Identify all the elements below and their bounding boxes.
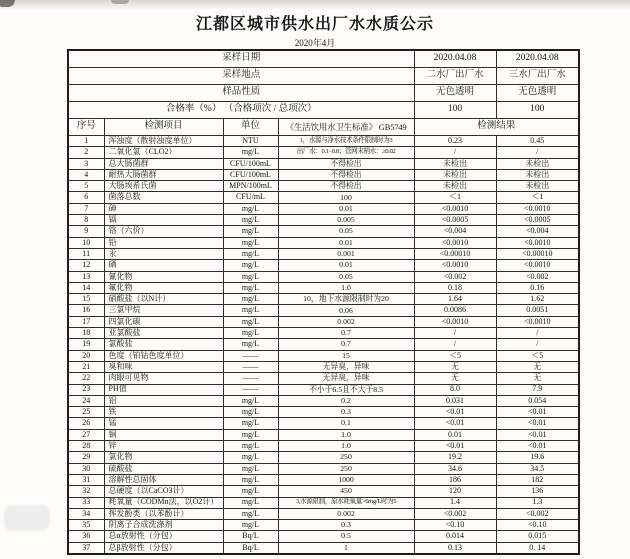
cell-result-2: /	[496, 339, 579, 350]
cell-item: 臭和味	[104, 361, 223, 372]
cell-no: 20	[68, 350, 104, 361]
cell-unit: mg/L	[223, 237, 278, 248]
cell-result-1: 未检出	[414, 158, 496, 169]
table-row	[68, 215, 579, 226]
cell-unit: mg/L	[223, 429, 278, 440]
cell-no: 14	[68, 282, 104, 293]
cell-result-1: 0.01	[414, 429, 496, 440]
cell-result-1: 0.014	[414, 531, 496, 542]
cell-standard: 0.01	[278, 237, 414, 248]
cell-result-1: 19.2	[414, 452, 496, 463]
cell-result-2: <0.004	[496, 226, 579, 237]
scan-artifact-top	[0, 0, 630, 10]
cell-standard: 0.05	[278, 271, 414, 282]
cell-unit: ——	[223, 373, 278, 384]
cell-unit: CFU/100mL	[223, 158, 278, 169]
cell-result-1: 无	[414, 373, 496, 384]
cell-no: 32	[68, 486, 104, 497]
cell-no: 15	[68, 294, 104, 305]
cell-standard: 1000	[278, 474, 414, 485]
cell-result-2: /	[496, 328, 579, 339]
table-row	[68, 136, 579, 147]
cell-standard: 3,水源限制，原水耗氧量>6mg/L时为5	[278, 497, 414, 508]
cell-result-1: ＜5	[414, 350, 496, 361]
info-label: 采样日期	[68, 50, 414, 68]
cell-result-1: 34.6	[414, 463, 496, 474]
info-section	[68, 50, 579, 119]
cell-item: 耗氧量（CODMn法，以O2计）	[104, 497, 223, 508]
cell-result-1: 0.13	[414, 542, 496, 554]
cell-result-1: 0.031	[414, 395, 496, 406]
cell-no: 17	[68, 316, 104, 327]
cell-result-1: <0.10	[414, 520, 496, 531]
info-value-1: 100	[414, 102, 496, 119]
cell-no: 19	[68, 339, 104, 350]
table-row	[68, 429, 579, 440]
cell-item: 总β放射性（分包）	[104, 542, 223, 554]
cell-item: 色度（铂钴色度单位）	[104, 350, 223, 361]
cell-item: 浑浊度（散射浊度单位）	[104, 136, 223, 147]
table-row	[68, 203, 579, 214]
cell-standard: 1.0	[278, 441, 414, 452]
cell-no: 11	[68, 248, 104, 259]
cell-unit: mg/L	[223, 497, 278, 508]
cell-result-1: <0.01	[414, 441, 496, 452]
cell-item: 挥发酚类（以苯酚计）	[104, 508, 223, 519]
scan-smudge	[111, 0, 129, 4]
cell-no: 23	[68, 384, 104, 395]
cell-result-1: <0.002	[414, 508, 496, 519]
cell-result-1: <0.0005	[414, 215, 496, 226]
cell-result-2: <0.01	[496, 429, 579, 440]
cell-result-1: 未检出	[414, 169, 496, 180]
cell-result-1: /	[414, 147, 496, 158]
table-row	[68, 192, 579, 203]
cell-standard: 0.05	[278, 226, 414, 237]
cell-result-1: /	[414, 339, 496, 350]
cell-result-2: 7.9	[496, 384, 579, 395]
table-row	[68, 418, 579, 429]
cell-item: 总大肠菌群	[104, 158, 223, 169]
cell-standard: 0.002	[278, 508, 414, 519]
cell-no: 25	[68, 407, 104, 418]
info-row	[68, 102, 579, 119]
table-row	[68, 260, 579, 271]
cell-standard: 0.01	[278, 203, 414, 214]
cell-unit: mg/L	[223, 316, 278, 327]
cell-item: 四氯化碳	[104, 316, 223, 327]
cell-standard: 1，水源与净水技术条件限制时为3	[278, 136, 414, 147]
table-row	[68, 147, 579, 158]
cell-unit: mg/L	[223, 328, 278, 339]
info-value-2: 2020.04.08	[496, 50, 579, 68]
water-quality-table	[67, 49, 580, 555]
cell-no: 3	[68, 158, 104, 169]
cell-result-1: <0.004	[414, 226, 496, 237]
scan-smudge	[4, 505, 50, 531]
cell-item: 亚氯酸盐	[104, 328, 223, 339]
info-value-2: 无色透明	[496, 85, 579, 102]
cell-result-1: <0.0010	[414, 237, 496, 248]
cell-no: 21	[68, 361, 104, 372]
cell-no: 29	[68, 452, 104, 463]
cell-standard: 0.7	[278, 339, 414, 350]
cell-result-2: <0.00010	[496, 248, 579, 259]
cell-no: 4	[68, 169, 104, 180]
info-value-1: 2020.04.08	[414, 50, 496, 68]
cell-result-2: <0.0010	[496, 316, 579, 327]
cell-item: 氟化物	[104, 282, 223, 293]
cell-no: 26	[68, 418, 104, 429]
cell-standard: 0.001	[278, 248, 414, 259]
cell-unit: mg/L	[223, 226, 278, 237]
cell-result-2: 34.5	[496, 463, 579, 474]
cell-result-1: <0.0010	[414, 316, 496, 327]
cell-standard: 无异臭，异味	[278, 361, 414, 372]
table-row	[68, 474, 579, 485]
table-row	[68, 181, 579, 192]
cell-no: 37	[68, 542, 104, 554]
cell-item: 铝	[104, 395, 223, 406]
table-row	[68, 384, 579, 395]
cell-standard: 0.06	[278, 305, 414, 316]
cell-standard: 不小于6.5且不大于8.5	[278, 384, 414, 395]
cell-unit: mg/L	[223, 395, 278, 406]
cell-no: 6	[68, 192, 104, 203]
cell-result-2: 182	[496, 474, 579, 485]
cell-item: 硝酸盐（以N计）	[104, 294, 223, 305]
table-row	[68, 407, 579, 418]
cell-unit: mg/L	[223, 418, 278, 429]
table-header-row	[68, 119, 579, 136]
cell-standard: 0.002	[278, 316, 414, 327]
cell-unit: mg/L	[223, 520, 278, 531]
table-row	[68, 282, 579, 293]
cell-result-2: 未检出	[496, 181, 579, 192]
info-label: 样品性质	[68, 85, 414, 102]
cell-no: 12	[68, 260, 104, 271]
cell-standard: 10，地下水源限制时为20	[278, 294, 414, 305]
cell-no: 34	[68, 508, 104, 519]
cell-item: 氯化物	[104, 452, 223, 463]
page-title: 江都区城市供水出厂水水质公示	[195, 16, 434, 33]
cell-result-2: <0.0010	[496, 237, 579, 248]
cell-result-2: 0. 14	[496, 542, 579, 554]
cell-result-2: 未检出	[496, 158, 579, 169]
table-row	[68, 486, 579, 497]
cell-standard: 无异臭，异味	[278, 373, 414, 384]
cell-item: 氰化物	[104, 271, 223, 282]
cell-item: 菌落总数	[104, 192, 223, 203]
table-row	[68, 542, 579, 554]
cell-item: 镉	[104, 215, 223, 226]
table-row	[68, 531, 579, 542]
cell-no: 8	[68, 215, 104, 226]
cell-item: 铅	[104, 237, 223, 248]
table-row	[68, 316, 579, 327]
cell-result-2: <0.01	[496, 407, 579, 418]
cell-result-2: <0.10	[496, 520, 579, 531]
cell-result-1: 1.4	[414, 497, 496, 508]
cell-unit: mg/L	[223, 305, 278, 316]
cell-result-2: ＜1	[496, 192, 579, 203]
cell-standard: 1.0	[278, 429, 414, 440]
cell-no: 1	[68, 136, 104, 147]
cell-no: 2	[68, 147, 104, 158]
cell-unit: mg/L	[223, 486, 278, 497]
cell-item: 大肠埃希氏菌	[104, 181, 223, 192]
cell-item: 硒	[104, 260, 223, 271]
cell-unit: CFU/mL	[223, 192, 278, 203]
cell-standard: 0.005	[278, 215, 414, 226]
cell-item: 总α放射性（分包）	[104, 531, 223, 542]
cell-no: 31	[68, 474, 104, 485]
cell-unit: mg/L	[223, 215, 278, 226]
cell-result-2: 136	[496, 486, 579, 497]
col-header-unit: 单位	[223, 119, 278, 136]
cell-standard: 15	[278, 350, 414, 361]
info-label: 采样地点	[68, 68, 414, 85]
table-row	[68, 305, 579, 316]
cell-standard: 不得检出	[278, 158, 414, 169]
cell-result-1: 120	[414, 486, 496, 497]
cell-unit: mg/L	[223, 271, 278, 282]
cell-unit: mg/L	[223, 248, 278, 259]
cell-unit: mg/L	[223, 474, 278, 485]
cell-unit: mg/L	[223, 282, 278, 293]
col-header-item: 检测项目	[104, 119, 223, 136]
cell-standard: 0.1	[278, 418, 414, 429]
cell-result-2: <0.0005	[496, 215, 579, 226]
cell-standard: 0.2	[278, 395, 414, 406]
cell-result-2: <0.0010	[496, 260, 579, 271]
cell-result-2: 0.16	[496, 282, 579, 293]
cell-result-2: 1.3	[496, 497, 579, 508]
cell-unit: Bq/L	[223, 531, 278, 542]
cell-result-2: 无	[496, 361, 579, 372]
table-row	[68, 158, 579, 169]
cell-item: 肉眼可见物	[104, 373, 223, 384]
cell-standard: 不得检出	[278, 181, 414, 192]
cell-item: 三氯甲烷	[104, 305, 223, 316]
cell-result-1: ＜1	[414, 192, 496, 203]
cell-item: 溶解性总固体	[104, 474, 223, 485]
cell-unit: mg/L	[223, 294, 278, 305]
table-row	[68, 350, 579, 361]
table-row	[68, 271, 579, 282]
table-row	[68, 294, 579, 305]
cell-standard: 1.0	[278, 282, 414, 293]
cell-unit: ——	[223, 384, 278, 395]
cell-result-1: <0.01	[414, 418, 496, 429]
cell-no: 22	[68, 373, 104, 384]
cell-result-1: /	[414, 328, 496, 339]
info-value-1: 二水厂出厂水	[414, 68, 496, 85]
cell-unit: NTU	[223, 136, 278, 147]
col-header-result: 检测结果	[414, 119, 579, 136]
table-row	[68, 395, 579, 406]
cell-standard: 250	[278, 452, 414, 463]
cell-item: 铁	[104, 407, 223, 418]
cell-result-2: 19.6	[496, 452, 579, 463]
table-row	[68, 520, 579, 531]
cell-result-2: 无	[496, 373, 579, 384]
cell-no: 18	[68, 328, 104, 339]
table-row	[68, 361, 579, 372]
cell-no: 10	[68, 237, 104, 248]
cell-standard: 450	[278, 486, 414, 497]
cell-result-2: 0.0051	[496, 305, 579, 316]
cell-result-1: 0.0086	[414, 305, 496, 316]
cell-standard: 1	[278, 542, 414, 554]
cell-result-1: 0.23	[414, 136, 496, 147]
cell-unit: mg/L	[223, 203, 278, 214]
cell-no: 28	[68, 441, 104, 452]
cell-result-1: 无	[414, 361, 496, 372]
cell-standard: 0.7	[278, 328, 414, 339]
data-section	[68, 136, 579, 554]
cell-item: 锌	[104, 441, 223, 452]
cell-result-1: 8.0	[414, 384, 496, 395]
cell-result-1: <0.0010	[414, 260, 496, 271]
table-row	[68, 248, 579, 259]
cell-result-1: 1.64	[414, 294, 496, 305]
cell-result-1: <0.0010	[414, 203, 496, 214]
cell-result-1: <0.01	[414, 407, 496, 418]
cell-item: 二氧化氯（CLO2）	[104, 147, 223, 158]
cell-result-2: <0.0010	[496, 203, 579, 214]
info-value-2: 100	[496, 102, 579, 119]
cell-no: 7	[68, 203, 104, 214]
col-header-standard: 《生活饮用水卫生标准》 GB5749	[278, 119, 414, 136]
table-row	[68, 237, 579, 248]
cell-unit: mg/L	[223, 339, 278, 350]
table-row	[68, 328, 579, 339]
cell-item: 硫酸盐	[104, 463, 223, 474]
cell-no: 16	[68, 305, 104, 316]
cell-result-2: 未检出	[496, 169, 579, 180]
table-row	[68, 441, 579, 452]
cell-unit: mg/L	[223, 463, 278, 474]
cell-result-1: 0.18	[414, 282, 496, 293]
cell-result-1: <0.00010	[414, 248, 496, 259]
cell-standard: 出厂水：0.1~0.8；管网末梢水：≥0.02	[278, 147, 414, 158]
cell-no: 5	[68, 181, 104, 192]
cell-item: 铜	[104, 429, 223, 440]
report-month: 2020年4月	[294, 38, 336, 48]
cell-unit: mg/L	[223, 147, 278, 158]
table-row	[68, 497, 579, 508]
cell-result-2: ＜5	[496, 350, 579, 361]
info-value-1: 无色透明	[414, 85, 496, 102]
cell-item: 汞	[104, 248, 223, 259]
cell-result-2: 0.015	[496, 531, 579, 542]
info-row	[68, 68, 579, 85]
cell-standard: 0.5	[278, 531, 414, 542]
cell-standard: 0.3	[278, 520, 414, 531]
cell-no: 30	[68, 463, 104, 474]
info-row	[68, 50, 579, 68]
col-header-no: 序号	[68, 119, 104, 136]
cell-result-2: 0.054	[496, 395, 579, 406]
cell-unit: mg/L	[223, 441, 278, 452]
cell-no: 27	[68, 429, 104, 440]
cell-standard: 250	[278, 463, 414, 474]
cell-result-2: /	[496, 147, 579, 158]
cell-item: 耐热大肠菌群	[104, 169, 223, 180]
cell-standard: 0.01	[278, 260, 414, 271]
table-row	[68, 373, 579, 384]
cell-item: 锰	[104, 418, 223, 429]
cell-item: 氯酸盐	[104, 339, 223, 350]
cell-result-1: <0.002	[414, 271, 496, 282]
table-row	[68, 339, 579, 350]
table-row	[68, 508, 579, 519]
cell-result-2: 0.45	[496, 136, 579, 147]
cell-result-2: <0.002	[496, 508, 579, 519]
cell-item: 总硬度（以CaCO3计）	[104, 486, 223, 497]
cell-unit: CFU/100mL	[223, 169, 278, 180]
cell-unit: mg/L	[223, 260, 278, 271]
cell-unit: ——	[223, 361, 278, 372]
cell-unit: mg/L	[223, 452, 278, 463]
cell-item: PH值	[104, 384, 223, 395]
info-row	[68, 85, 579, 102]
cell-no: 13	[68, 271, 104, 282]
cell-standard: 0.3	[278, 407, 414, 418]
cell-no: 35	[68, 520, 104, 531]
cell-no: 24	[68, 395, 104, 406]
table-row	[68, 452, 579, 463]
cell-result-2: <0.002	[496, 271, 579, 282]
cell-item: 铬（六价）	[104, 226, 223, 237]
cell-unit: mg/L	[223, 407, 278, 418]
cell-no: 33	[68, 497, 104, 508]
table-row	[68, 463, 579, 474]
cell-standard: 100	[278, 192, 414, 203]
cell-result-1: 未检出	[414, 181, 496, 192]
cell-result-2: <0.01	[496, 418, 579, 429]
cell-unit: Bq/L	[223, 542, 278, 554]
cell-no: 36	[68, 531, 104, 542]
table-row	[68, 169, 579, 180]
cell-unit: mg/L	[223, 508, 278, 519]
cell-unit: ——	[223, 350, 278, 361]
cell-result-2: <0.01	[496, 441, 579, 452]
info-label: 合格率（%） （合格项次 / 总项次）	[68, 102, 414, 119]
cell-unit: MPN/100mL	[223, 181, 278, 192]
cell-result-2: 1.62	[496, 294, 579, 305]
info-value-2: 三水厂出厂水	[496, 68, 579, 85]
cell-item: 阴离子合成洗涤剂	[104, 520, 223, 531]
table-row	[68, 226, 579, 237]
cell-no: 9	[68, 226, 104, 237]
cell-standard: 不得检出	[278, 169, 414, 180]
cell-result-1: 186	[414, 474, 496, 485]
cell-item: 砷	[104, 203, 223, 214]
